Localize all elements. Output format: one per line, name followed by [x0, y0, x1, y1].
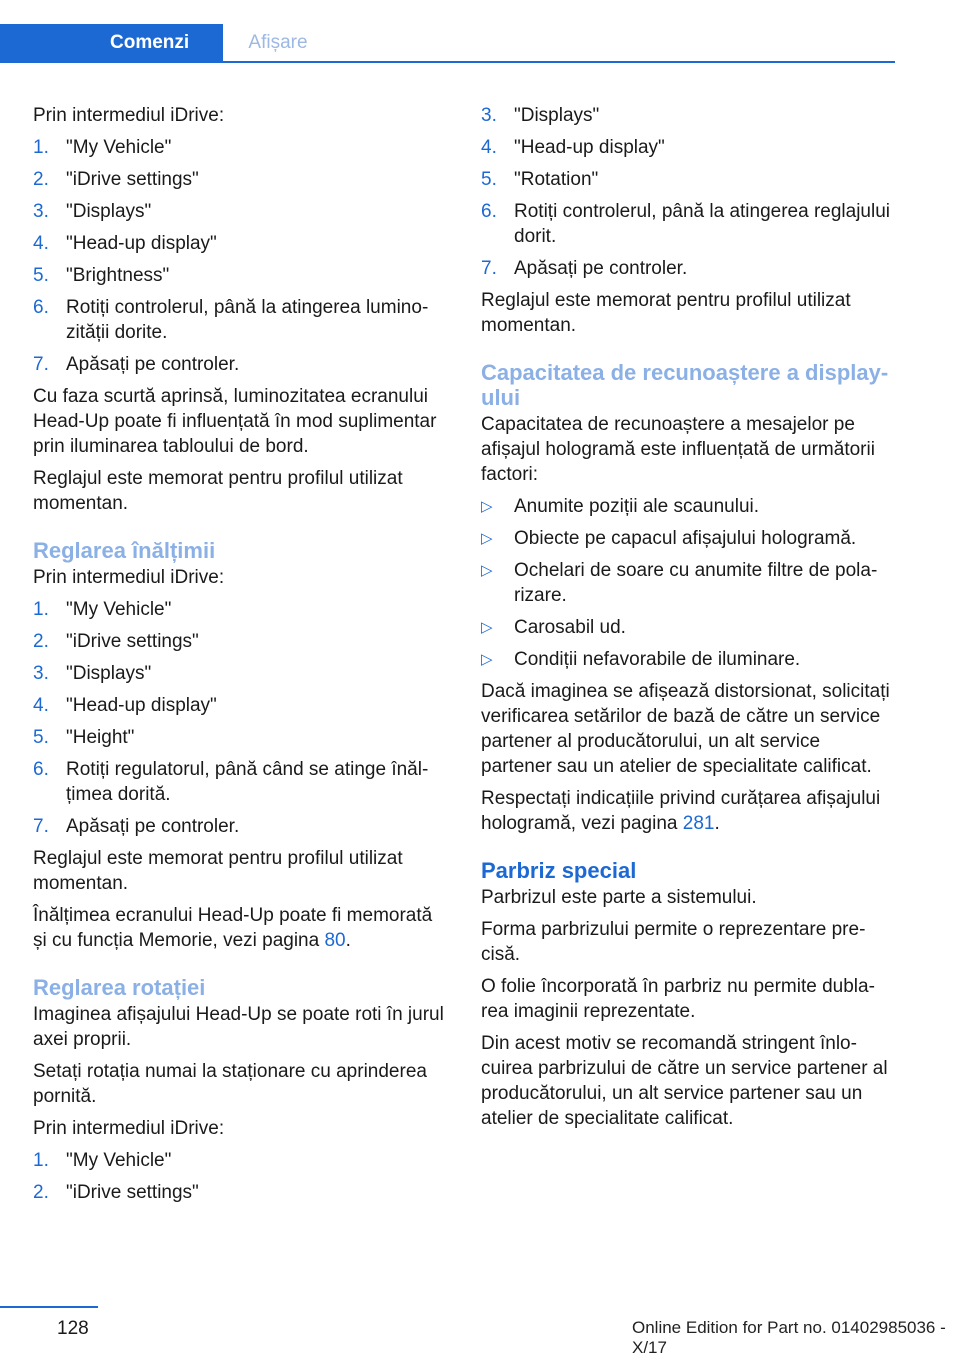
step-text: Apăsați pe controler. [66, 816, 240, 837]
step-number: 1. [33, 1150, 49, 1171]
bullet-text: Ochelari de soare cu anumite filtre de polarizare. [514, 560, 878, 606]
step-number: 7. [481, 258, 497, 279]
step-number: 6. [33, 759, 49, 780]
step-number: 2. [33, 631, 49, 652]
list-item [33, 725, 448, 750]
triangle-bullet-icon: ▷ [481, 498, 493, 515]
step-text: "Displays" [66, 201, 152, 222]
list-item [33, 167, 448, 192]
paragraph: Din acest motiv se recomandă stringent înlocuirea parbrizului de către un service partener al producătorului, un alt service partener sau un atelier de specialitate calificat. [481, 1033, 888, 1129]
paragraph: Dacă imaginea se afișează distorsionat, solicitați verificarea setărilor de bază de către un service partener al producătorului, un alt service partener sau un atelier de specialitate calificat. [481, 681, 890, 777]
list-item [481, 167, 896, 192]
list-item [33, 1148, 448, 1173]
bullet-text: Obiecte pe capacul afișajului hologramă. [514, 528, 857, 549]
paragraph: Imaginea afișajului Head-Up se poate roti în jurul axei proprii. [33, 1004, 444, 1050]
step-text: "Head-up display" [514, 137, 665, 158]
list-item [33, 295, 448, 345]
bullet-item [481, 558, 896, 608]
page-link-80[interactable]: 80 [324, 930, 346, 951]
tab-comenzi[interactable]: Comenzi [0, 24, 223, 61]
paragraph: Reglajul este memorat pentru profilul utilizat momentan. [481, 290, 851, 336]
step-number: 4. [481, 137, 497, 158]
step-number: 2. [33, 169, 49, 190]
bullet-item [481, 526, 896, 551]
step-text: "My Vehicle" [66, 1150, 172, 1171]
paragraph: Reglajul este memorat pentru profilul utilizat momentan. [33, 468, 403, 514]
list-item [33, 814, 448, 839]
list-item [33, 231, 448, 256]
rotation-steps-continued [481, 103, 896, 281]
bullet-text: Anumite poziții ale scaunului. [514, 496, 760, 517]
rotation-steps [33, 1148, 448, 1205]
page-link-281[interactable]: 281 [682, 813, 715, 834]
step-number: 2. [33, 1182, 49, 1203]
step-number: 7. [33, 816, 49, 837]
step-number: 5. [33, 265, 49, 286]
paragraph-cleaning: Respectați indicațiile privind curățarea afișajului hologramă, vezi pagina 281. [481, 788, 881, 834]
heading-windscreen: Parbriz special [481, 858, 637, 883]
paragraph: O folie încorporată în parbriz nu permite dublarea imaginii reprezentate. [481, 976, 875, 1022]
triangle-bullet-icon: ▷ [481, 562, 493, 579]
step-text: "My Vehicle" [66, 599, 172, 620]
page-number: 128 [57, 1318, 89, 1339]
intro-rotation: Prin intermediul iDrive: [33, 1118, 225, 1139]
step-number: 1. [33, 137, 49, 158]
step-number: 3. [33, 663, 49, 684]
list-item [33, 199, 448, 224]
brightness-steps [33, 135, 448, 377]
list-item [33, 597, 448, 622]
step-text: "iDrive settings" [66, 169, 199, 190]
step-text: "iDrive settings" [66, 631, 199, 652]
step-text: Apăsați pe controler. [514, 258, 688, 279]
bullet-text: Carosabil ud. [514, 617, 626, 638]
triangle-bullet-icon: ▷ [481, 619, 493, 636]
footer-rule [0, 1306, 98, 1308]
paragraph: Cu faza scurtă aprinsă, luminozitatea ecranului Head-Up poate fi influențată în mod suplimentar prin iluminarea tabloului de bord. [33, 386, 437, 457]
bullet-item [481, 615, 896, 640]
step-text: "Displays" [514, 105, 600, 126]
step-number: 3. [33, 201, 49, 222]
paragraph: Forma parbrizului permite o reprezentare precisă. [481, 919, 866, 965]
tab-afisare[interactable]: Afișare [248, 32, 308, 53]
step-text: Rotiți controlerul, până la atingerea luminozității dorite. [66, 297, 429, 343]
intro-brightness: Prin intermediul iDrive: [33, 105, 225, 126]
step-number: 5. [33, 727, 49, 748]
step-text: "Height" [66, 727, 135, 748]
step-text: "iDrive settings" [66, 1182, 199, 1203]
step-number: 6. [33, 297, 49, 318]
bullet-item [481, 494, 896, 519]
factor-bullets [481, 494, 896, 672]
step-number: 5. [481, 169, 497, 190]
list-item [33, 757, 448, 807]
list-item [33, 263, 448, 288]
triangle-bullet-icon: ▷ [481, 651, 493, 668]
step-number: 6. [481, 201, 497, 222]
paragraph-memory: Înălțimea ecranului Head-Up poate fi memorată și cu funcția Memorie, vezi pagina 80. [33, 905, 433, 951]
list-item [481, 135, 896, 160]
list-item [33, 693, 448, 718]
paragraph: Capacitatea de recunoaștere a mesajelor pe afișajul hologramă este influențată de următorii factori: [481, 414, 875, 485]
edition-note: Online Edition for Part no. 01402985036 - X/17 [632, 1318, 946, 1357]
list-item [33, 352, 448, 377]
list-item [33, 135, 448, 160]
step-text: "Displays" [66, 663, 152, 684]
left-column [33, 103, 448, 1212]
step-text: Apăsați pe controler. [66, 354, 240, 375]
list-item [33, 1180, 448, 1205]
intro-height: Prin intermediul iDrive: [33, 567, 225, 588]
step-text: "My Vehicle" [66, 137, 172, 158]
step-text: "Brightness" [66, 265, 170, 286]
step-text: "Head-up display" [66, 233, 217, 254]
paragraph: Reglajul este memorat pentru profilul utilizat momentan. [33, 848, 403, 894]
step-text: "Rotation" [514, 169, 599, 190]
paragraph: Setați rotația numai la staționare cu aprinderea pornită. [33, 1061, 427, 1107]
step-number: 3. [481, 105, 497, 126]
heading-rotation: Reglarea rotației [33, 975, 206, 1000]
list-item [33, 661, 448, 686]
list-item [481, 256, 896, 281]
step-number: 4. [33, 233, 49, 254]
step-number: 4. [33, 695, 49, 716]
list-item [481, 103, 896, 128]
heading-height: Reglarea înălțimii [33, 538, 216, 563]
step-text: "Head-up display" [66, 695, 217, 716]
paragraph: Parbrizul este parte a sistemului. [481, 887, 757, 908]
bullet-text: Condiții nefavorabile de iluminare. [514, 649, 801, 670]
step-text: Rotiți controlerul, până la atingerea reglajului dorit. [514, 201, 891, 247]
chapter-tab-bar [0, 24, 895, 63]
heading-capacity: Capacitatea de recunoaștere a display-ului [481, 360, 889, 410]
bullet-item [481, 647, 896, 672]
triangle-bullet-icon: ▷ [481, 530, 493, 547]
step-number: 1. [33, 599, 49, 620]
height-steps [33, 597, 448, 839]
step-number: 7. [33, 354, 49, 375]
list-item [481, 199, 896, 249]
list-item [33, 629, 448, 654]
right-column [481, 103, 896, 1138]
step-text: Rotiți regulatorul, până când se atinge înălțimea dorită. [66, 759, 429, 805]
